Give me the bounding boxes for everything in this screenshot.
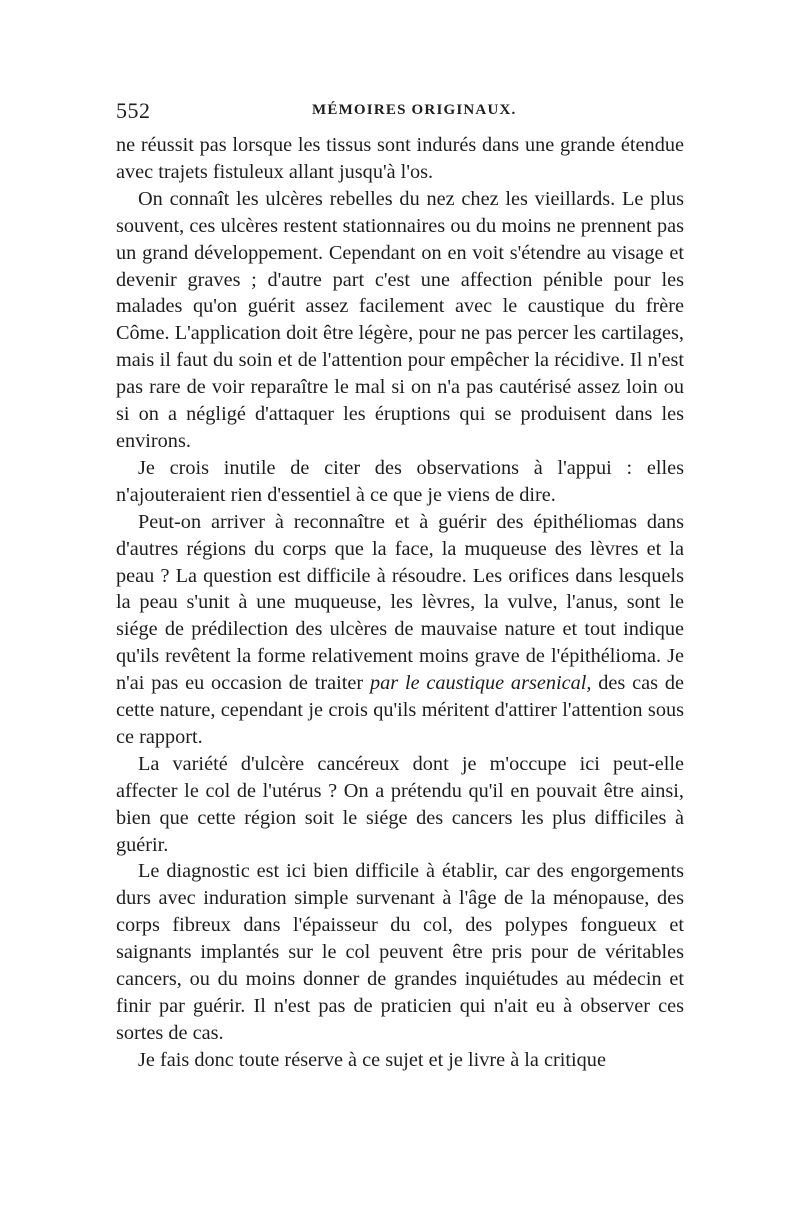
italic-phrase: par le caustique arsenical, <box>369 672 592 695</box>
paragraph-reserve: Je fais donc toute réserve à ce sujet et je livre à la critique <box>138 1048 606 1071</box>
paragraph-nose-ulcers: On connaît les ulcères rebelles du nez chez les vieillards. Le plus souvent, ces ulcères restent stationnaires ou du moins ne prennent pas un grand développement. Cependant on en voit s'étendre au visage et devenir graves ; d'autre part c'est une affection pénible pour les malades qu'on guérit assez facilement avec le caustique du frère Côme. L'application doit être légère, pour ne pas percer les cartilages, mais il faut du soin et de l'attention pour empêcher la récidive. Il n'est pas rare de voir reparaître le mal si on n'a pas cautérisé assez loin ou si on a négligé d'attaquer les éruptions qui se produisent dans les environs. <box>116 187 684 452</box>
paragraph-diagnosis: Le diagnostic est ici bien difficile à établir, car des engorgements durs avec induration simple survenant à l'âge de la ménopause, des corps fibreux dans l'épaisseur du col, des polypes fongueux et saignants implantés sur le col peuvent être pris pour de véritables cancers, ou du moins donner de grandes inquiétudes au médecin et finir par guérir. Il n'est pas de praticien qui n'ait eu à observer ces sortes de cas. <box>116 860 684 1044</box>
running-head <box>116 98 684 122</box>
paragraph-cervix: La variété d'ulcère cancéreux dont je m'occupe ici peut-elle affecter le col de l'utérus ? On a prétendu qu'il en pouvait être ainsi, bien que cette région soit le siége des cancers les plus difficiles à guérir. <box>116 752 684 856</box>
running-head-title: MÉMOIRES ORIGINAUX. <box>312 102 517 118</box>
paragraph-observations: Je crois inutile de citer des observations à l'appui : elles n'ajouteraient rien d'essentiel à ce que je viens de dire. <box>116 456 684 506</box>
paragraph-other-regions-text-end: des cas de cette nature, cependant je crois qu'ils méritent d'attirer l'attention sous ce rapport. <box>116 672 684 748</box>
paragraph-other-regions <box>116 509 684 751</box>
paragraph-other-regions-text: Peut-on arriver à reconnaître et à guérir des épithéliomas dans d'autres régions du corps que la face, la muqueuse des lèvres et la peau ? La question est difficile à résoudre. Les orifices dans lesquels la peau s'unit à une muqueuse, les lèvres, la vulve, l'anus, sont le siége de prédilection des ulcères de mauvaise nature et tout indique qu'ils revêtent la forme relativement moins grave de l'épithélioma. Je n'ai pas eu occasion de traiter <box>116 510 684 695</box>
page-number: 552 <box>116 98 151 123</box>
paragraph-continuation: ne réussit pas lorsque les tissus sont indurés dans une grande étendue avec trajets fistuleux allant jusqu'à l'os. <box>116 134 684 183</box>
body-text <box>116 132 684 1074</box>
